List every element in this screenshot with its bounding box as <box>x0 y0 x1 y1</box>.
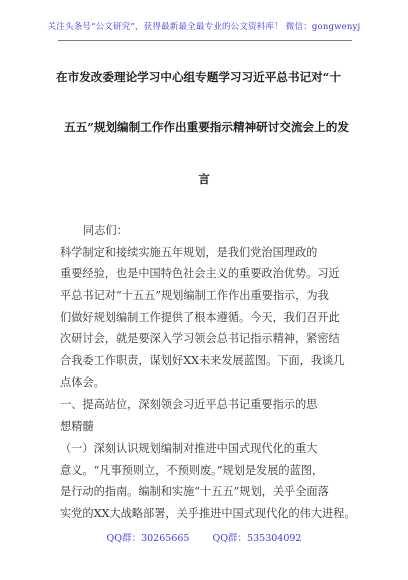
header-divider <box>58 40 352 41</box>
body-line: 意义。“凡事预则立，不预则废。”规划是发展的蓝图， <box>60 464 324 477</box>
body-line: 重要经验，也是中国特色社会主义的重要政治优势。习近 <box>60 267 340 280</box>
body-line: 同志们： <box>83 224 128 237</box>
body-line: 平总书记对“十五五”规划编制工作作出重要指示，为我 <box>60 289 329 302</box>
body-line: 是行动的指南。编制和实施“十五五”规划，关乎全面落 <box>60 485 329 498</box>
footer-qq-group-2: QQ群：535304092 <box>212 533 302 544</box>
section-heading: 想精髓 <box>60 420 94 433</box>
body-line: 们做好规划编制工作提供了根本遵循。今天，我们召开此 <box>60 311 340 324</box>
body-line: 实党的XX大战略部署，关乎推进中国式现代化的伟大进程。 <box>60 507 356 520</box>
footer <box>0 530 408 544</box>
document-title-line-2: 五五”规划编制工作作出重要指示精神研讨交流会上的发 <box>64 120 349 134</box>
body-line: 合我委工作职责，谋划好XX未来发展蓝图。下面，我谈几 <box>60 354 345 367</box>
document-title-line-3: 言 <box>198 172 210 186</box>
body-line: 点体会。 <box>60 376 105 389</box>
section-heading: 一、提高站位，深刻领会习近平总书记重要指示的思 <box>60 398 318 411</box>
body-line: 次研讨会，就是要深入学习领会总书记指示精神，紧密结 <box>60 332 340 345</box>
document-title-line-1: 在市发改委理论学习中心组专题学习习近平总书记对“十 <box>56 70 341 84</box>
footer-qq-group-1: QQ群：30265665 <box>106 533 190 544</box>
body-line: （一）深刻认识规划编制对推进中国式现代化的重大 <box>60 442 318 455</box>
header-note: 关注头条号“公文研究”，获得最新最全最专业的公文资料库！ 微信：gongwenyj <box>47 22 361 32</box>
body-line: 科学制定和接续实施五年规划，是我们党治国理政的 <box>60 246 318 259</box>
